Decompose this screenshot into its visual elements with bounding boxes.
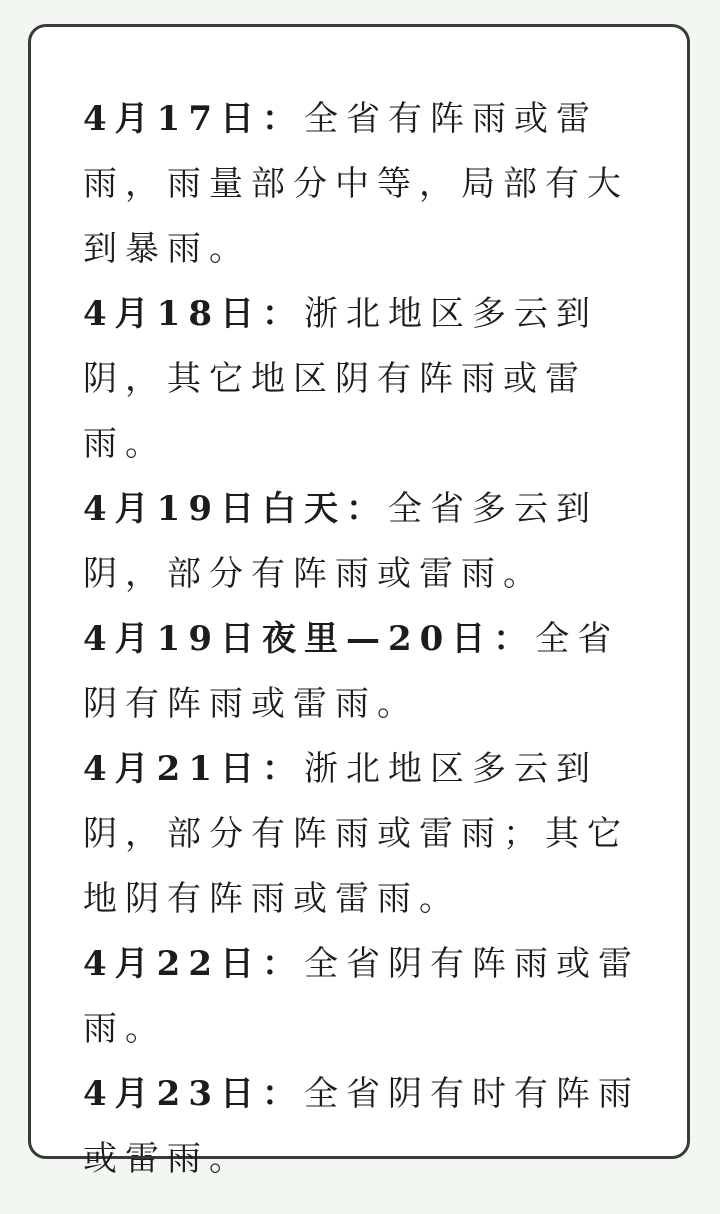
forecast-date: 4月21日： [83, 749, 304, 789]
forecast-entry-0418 [83, 282, 643, 477]
forecast-list [83, 87, 643, 1192]
forecast-text: 全省有阵雨或雷雨，雨量部分中等，局部有大到暴雨。 [83, 99, 629, 269]
forecast-date: 4月19日夜里—20日： [83, 619, 536, 659]
forecast-entry-0422 [83, 932, 643, 1062]
forecast-text: 浙北地区多云到阴，其它地区阴有阵雨或雷雨。 [83, 294, 598, 464]
forecast-date: 4月22日： [83, 944, 304, 984]
forecast-entry-0421 [83, 737, 643, 932]
forecast-entry-0419-night-0420 [83, 607, 643, 737]
forecast-text: 全省阴有阵雨或雷雨。 [83, 619, 620, 724]
forecast-date: 4月17日： [83, 99, 304, 139]
forecast-date: 4月18日： [83, 294, 304, 334]
forecast-entry-0417 [83, 87, 643, 282]
forecast-date: 4月23日： [83, 1074, 304, 1114]
forecast-text: 全省阴有阵雨或雷雨。 [83, 944, 640, 1049]
forecast-entry-0423 [83, 1062, 643, 1192]
forecast-text: 全省多云到阴，部分有阵雨或雷雨。 [83, 489, 598, 594]
forecast-date: 4月19日白天： [83, 489, 388, 529]
forecast-text: 浙北地区多云到阴，部分有阵雨或雷雨；其它地阴有阵雨或雷雨。 [83, 749, 629, 919]
forecast-text: 全省阴有时有阵雨或雷雨。 [83, 1074, 640, 1179]
forecast-entry-0419-day [83, 477, 643, 607]
forecast-card [28, 24, 690, 1179]
